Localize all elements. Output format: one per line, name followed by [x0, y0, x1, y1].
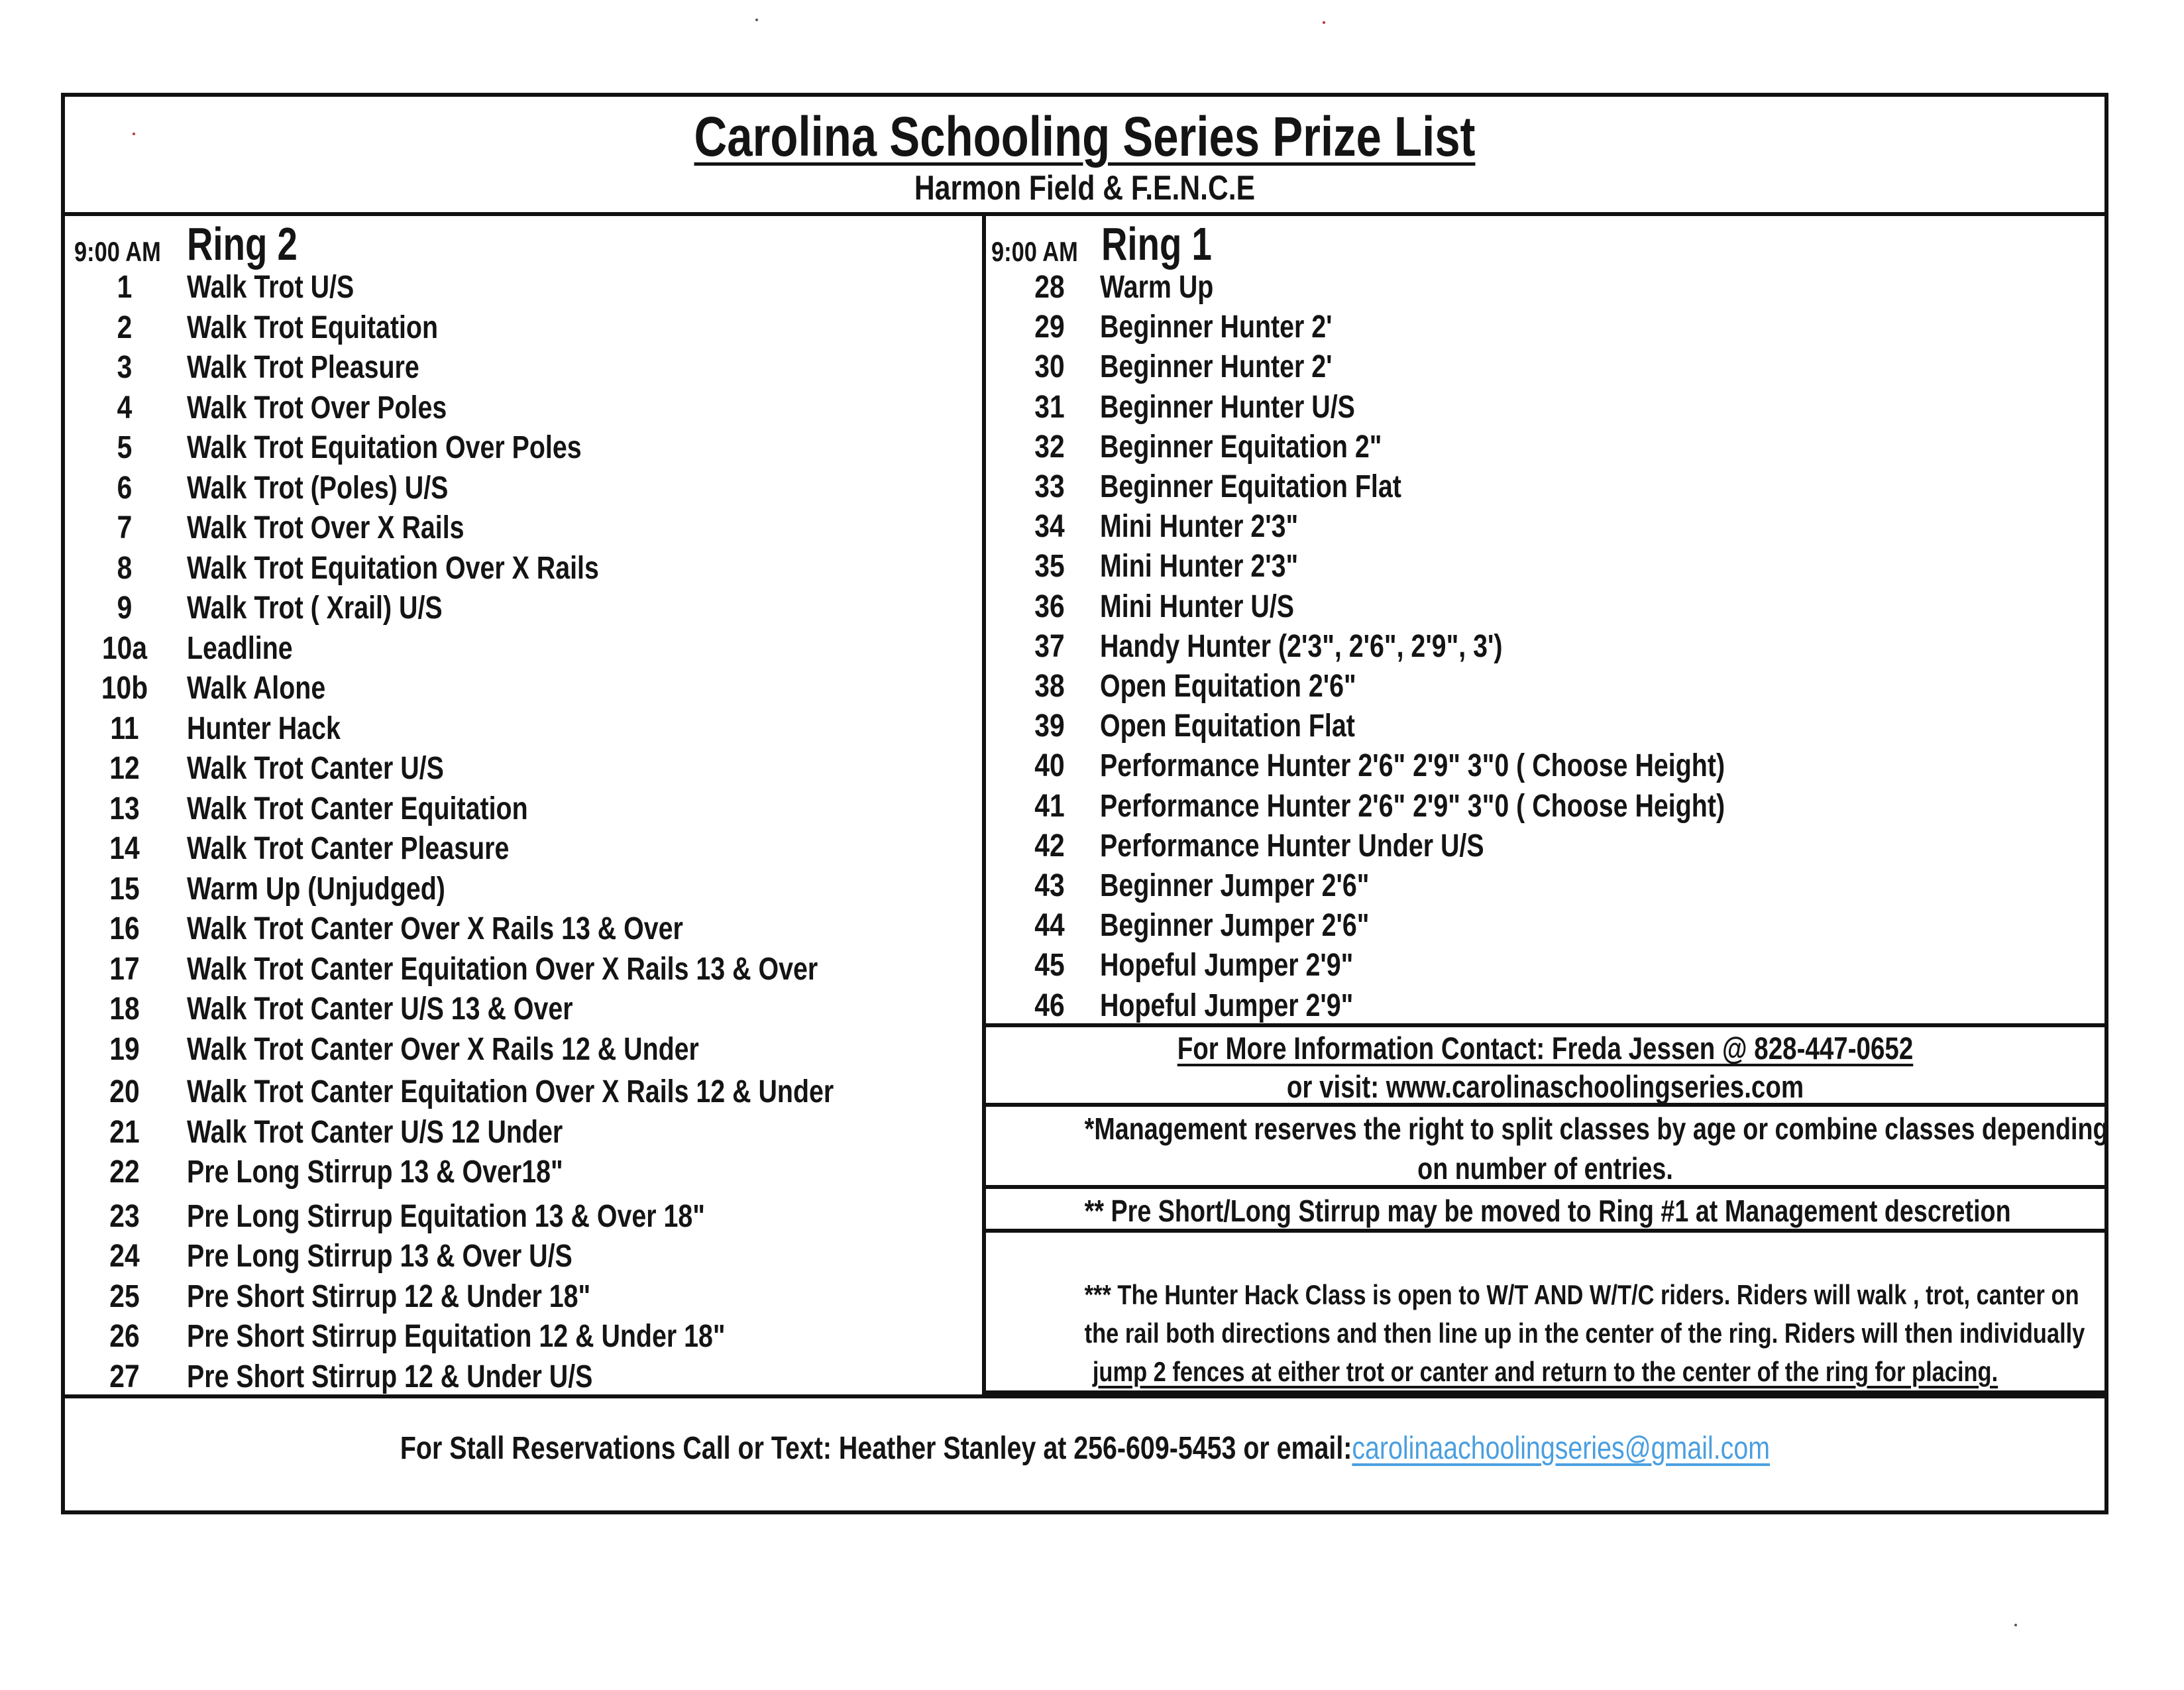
class-name: Performance Hunter 2'6" 2'9" 3"0 ( Choose Height) — [1100, 748, 1725, 783]
hunter-hack-note-line-3: jump 2 fences at either trot or canter and return to the center of the ring for placing. — [1092, 1356, 1998, 1387]
class-number: 26 — [109, 1319, 140, 1354]
class-name: Walk Trot Canter Pleasure — [187, 831, 510, 866]
management-note-line-1: *Management reserves the right to split classes by age or combine classes depending — [1084, 1111, 2108, 1146]
hunter-hack-note-line-2: the rail both directions and then line up in the center of the ring. Riders will then individually — [1084, 1318, 2085, 1349]
class-name: Mini Hunter U/S — [1100, 589, 1295, 624]
class-number: 34 — [1034, 509, 1065, 544]
class-name: Walk Trot Canter Equitation Over X Rails 13 & Over — [187, 952, 818, 987]
prize-list-sheet — [61, 93, 2108, 1514]
class-number: 1 — [117, 270, 133, 305]
class-number: 28 — [1034, 270, 1065, 305]
class-name: Walk Trot Equitation — [187, 310, 439, 345]
class-number: 22 — [109, 1155, 140, 1190]
class-name: Walk Trot Canter Over X Rails 13 & Over — [187, 911, 683, 946]
class-name: Walk Trot Canter Equitation Over X Rails 12 & Under — [187, 1074, 834, 1109]
ring-2-time: 9:00 AM — [74, 236, 161, 267]
class-number: 3 — [117, 350, 133, 385]
class-number: 43 — [1034, 868, 1065, 903]
class-number: 13 — [109, 791, 140, 826]
management-note-line-2: on number of entries. — [1417, 1151, 1673, 1186]
class-name: Performance Hunter 2'6" 2'9" 3"0 ( Choose Height) — [1100, 789, 1725, 824]
scan-speck — [133, 133, 135, 135]
class-number: 37 — [1034, 629, 1065, 664]
stall-reservations-footer — [65, 1430, 2104, 1483]
class-name: Warm Up — [1100, 270, 1214, 305]
page-subtitle: Harmon Field & F.E.N.C.E — [914, 169, 1256, 207]
class-number: 8 — [117, 551, 133, 586]
class-name: Walk Alone — [187, 671, 326, 706]
scan-speck — [755, 19, 758, 21]
class-name: Walk Trot (Poles) U/S — [187, 471, 449, 506]
class-name: Beginner Hunter U/S — [1100, 390, 1355, 425]
class-number: 46 — [1034, 988, 1065, 1023]
class-name: Open Equitation 2'6" — [1100, 669, 1356, 704]
class-name: Hunter Hack — [187, 711, 341, 746]
class-name: Pre Long Stirrup Equitation 13 & Over 18" — [187, 1199, 705, 1234]
class-name: Hopeful Jumper 2'9" — [1100, 988, 1354, 1023]
class-number: 17 — [109, 952, 140, 987]
class-number: 38 — [1034, 669, 1065, 704]
class-number: 27 — [109, 1359, 140, 1394]
header — [65, 97, 2104, 216]
class-name: Walk Trot ( Xrail) U/S — [187, 591, 443, 626]
class-number: 12 — [109, 751, 140, 786]
class-name: Beginner Hunter 2' — [1100, 349, 1333, 384]
class-number: 33 — [1034, 469, 1065, 504]
contact-info-box — [983, 1023, 2107, 1107]
class-name: Walk Trot Canter Equitation — [187, 791, 528, 826]
scan-speck — [1323, 21, 1325, 24]
class-name: Walk Trot Canter U/S 13 & Over — [187, 991, 573, 1027]
hunter-hack-note-line-1: *** The Hunter Hack Class is open to W/T AND W/T/C riders. Riders will walk , trot, canter on — [1084, 1279, 2079, 1310]
class-name: Beginner Equitation 2" — [1100, 429, 1382, 465]
class-number: 2 — [117, 310, 133, 345]
class-number: 24 — [109, 1239, 140, 1274]
class-number: 21 — [109, 1115, 140, 1150]
class-name: Beginner Jumper 2'6" — [1100, 908, 1370, 943]
class-number: 30 — [1034, 349, 1065, 384]
class-number: 32 — [1034, 429, 1065, 465]
class-number: 25 — [109, 1279, 140, 1314]
class-number: 23 — [109, 1199, 140, 1234]
class-name: Walk Trot Equitation Over X Rails — [187, 551, 599, 586]
website-line[interactable]: or visit: www.carolinaschoolingseries.com — [1286, 1069, 1804, 1104]
hunter-hack-note-box — [983, 1233, 2107, 1394]
class-name: Pre Short Stirrup 12 & Under U/S — [187, 1359, 593, 1394]
footer-divider — [65, 1394, 2104, 1398]
class-name: Walk Trot Pleasure — [187, 350, 419, 385]
class-name: Beginner Equitation Flat — [1100, 469, 1401, 504]
class-name: Mini Hunter 2'3" — [1100, 549, 1299, 584]
class-number: 31 — [1034, 390, 1065, 425]
class-name: Pre Short Stirrup 12 & Under 18" — [187, 1279, 591, 1314]
class-number: 19 — [109, 1032, 140, 1067]
class-name: Walk Trot Canter U/S 12 Under — [187, 1115, 563, 1150]
class-name: Walk Trot Over X Rails — [187, 510, 464, 545]
class-number: 16 — [109, 911, 140, 946]
class-number: 42 — [1034, 828, 1065, 864]
class-name: Hopeful Jumper 2'9" — [1100, 948, 1354, 983]
class-name: Open Equitation Flat — [1100, 708, 1355, 744]
class-name: Performance Hunter Under U/S — [1100, 828, 1484, 864]
class-name: Handy Hunter (2'3", 2'6", 2'9", 3') — [1100, 629, 1503, 664]
class-number: 5 — [117, 430, 133, 465]
class-name: Walk Trot Over Poles — [187, 390, 447, 425]
class-number: 14 — [109, 831, 140, 866]
class-number: 10a — [101, 631, 148, 666]
class-number: 35 — [1034, 549, 1065, 584]
class-name: Beginner Jumper 2'6" — [1100, 868, 1370, 903]
class-name: Walk Trot Equitation Over Poles — [187, 430, 582, 465]
class-name: Mini Hunter 2'3" — [1100, 509, 1299, 544]
class-number: 29 — [1034, 310, 1065, 345]
class-name: Pre Long Stirrup 13 & Over U/S — [187, 1239, 573, 1274]
page-title: Carolina Schooling Series Prize List — [694, 105, 1476, 168]
stall-reservations-text: For Stall Reservations Call or Text: Heather Stanley at 256-609-5453 or email: — [400, 1431, 1352, 1466]
stirrup-note-box — [983, 1189, 2107, 1233]
class-number: 4 — [117, 390, 133, 425]
class-number: 39 — [1034, 708, 1065, 744]
class-number: 41 — [1034, 789, 1065, 824]
class-number: 9 — [117, 591, 133, 626]
contact-line: For More Information Contact: Freda Jessen @ 828-447-0652 — [1177, 1031, 1914, 1066]
class-name: Leadline — [187, 631, 293, 666]
class-number: 40 — [1034, 748, 1065, 783]
class-number: 44 — [1034, 908, 1065, 943]
class-number: 20 — [109, 1074, 140, 1109]
class-number: 36 — [1034, 589, 1065, 624]
class-name: Walk Trot U/S — [187, 270, 355, 305]
ring-2-name: Ring 2 — [187, 218, 298, 270]
scan-speck — [2014, 1624, 2017, 1626]
class-number: 45 — [1034, 948, 1065, 983]
class-number: 6 — [117, 471, 133, 506]
class-name: Walk Trot Canter Over X Rails 12 & Under — [187, 1032, 699, 1067]
class-name: Walk Trot Canter U/S — [187, 751, 444, 786]
management-note-box — [983, 1107, 2107, 1189]
class-number: 18 — [109, 991, 140, 1027]
class-name: Beginner Hunter 2' — [1100, 310, 1333, 345]
class-number: 10b — [101, 671, 148, 706]
class-number: 11 — [110, 711, 139, 746]
class-name: Pre Long Stirrup 13 & Over18" — [187, 1155, 563, 1190]
ring-1-name: Ring 1 — [1101, 218, 1212, 270]
class-number: 15 — [109, 872, 140, 907]
ring-1-time: 9:00 AM — [991, 236, 1078, 267]
email-link[interactable]: carolinaachoolingseries@gmail.com — [1351, 1431, 1770, 1466]
class-name: Pre Short Stirrup Equitation 12 & Under 18" — [187, 1319, 726, 1354]
class-name: Warm Up (Unjudged) — [187, 872, 445, 907]
stirrup-note: ** Pre Short/Long Stirrup may be moved to Ring #1 at Management descretion — [1084, 1194, 2011, 1228]
class-number: 7 — [117, 510, 133, 545]
